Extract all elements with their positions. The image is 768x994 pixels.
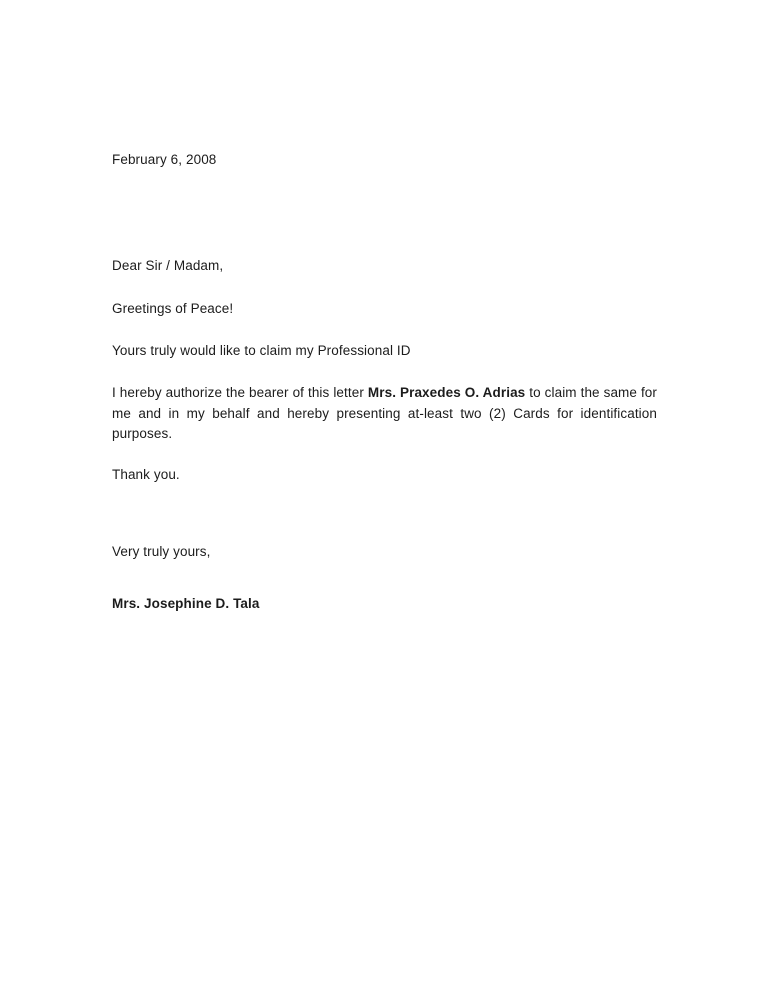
letter-date: February 6, 2008 [112,152,217,167]
letter-thanks: Thank you. [112,466,180,482]
letter-body [112,150,657,614]
letter-body-paragraph [112,383,657,445]
letter-intent-statement: Yours truly would like to claim my Professional ID [112,343,411,358]
letter-signatory-name: Mrs. Josephine D. Tala [112,595,260,611]
body-text-before-name: I hereby authorize the bearer of this letter [112,385,368,400]
letter-greeting: Greetings of Peace! [112,301,234,316]
letter-salutation: Dear Sir / Madam, [112,258,224,273]
letter-closing: Very truly yours, [112,543,211,559]
body-text-after-name: to claim the same for me and in my behalf and hereby presenting at-least two (2) Cards for identification purposes. [112,385,658,441]
authorized-person-name: Mrs. Praxedes O. Adrias [367,385,526,400]
